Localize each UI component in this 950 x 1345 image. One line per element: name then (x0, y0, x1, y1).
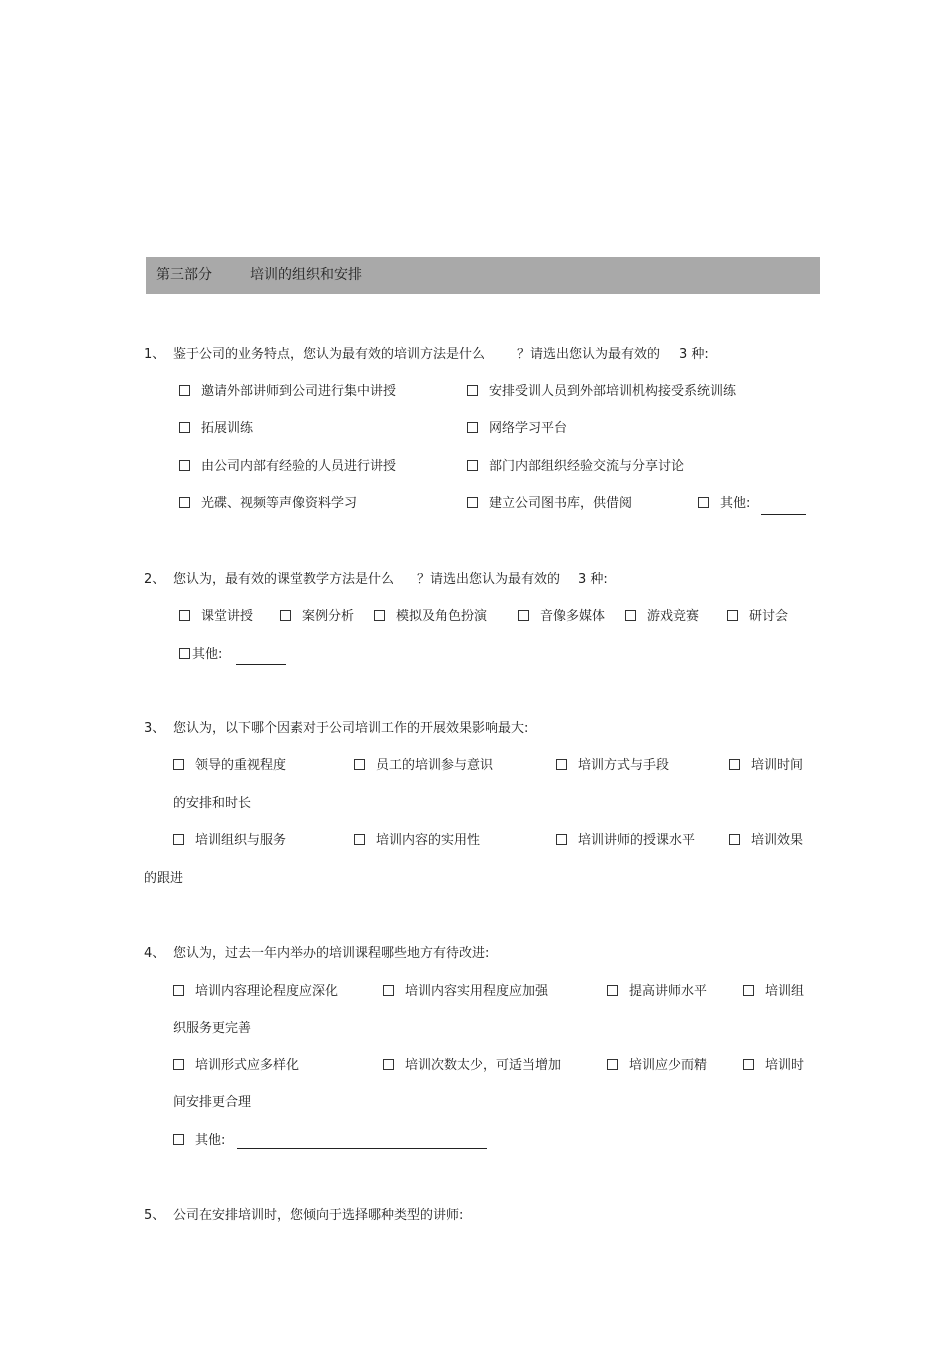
option-label: 培训内容实用程度应加强 (405, 984, 549, 999)
checkbox-icon[interactable] (280, 610, 291, 621)
option-label: 光碟、视频等声像资料学习 (201, 496, 358, 511)
checkbox-icon[interactable] (173, 759, 184, 770)
other-answer-blank[interactable] (236, 664, 286, 665)
question-number: 1、 (144, 347, 166, 362)
checkbox-icon[interactable] (354, 759, 365, 770)
option-label: 游戏竞赛 (647, 609, 700, 624)
option-label: 案例分析 (302, 609, 355, 624)
question-text: 您认为，最有效的课堂教学方法是什么 (173, 572, 395, 587)
option-checkbox[interactable] (173, 984, 338, 1000)
option-checkbox[interactable] (556, 758, 669, 774)
option-checkbox[interactable] (179, 384, 396, 400)
option-checkbox[interactable] (383, 984, 548, 1000)
option-checkbox[interactable] (280, 609, 354, 625)
checkbox-icon[interactable] (556, 834, 567, 845)
option-label: 音像多媒体 (540, 609, 606, 624)
option-label: 培训内容理论程度应深化 (195, 984, 339, 999)
question-text: 公司在安排培训时，您倾向于选择哪种类型的讲师: (173, 1208, 464, 1223)
option-label: 其他: (195, 1133, 226, 1148)
option-checkbox[interactable] (467, 384, 736, 400)
option-label: 培训应少而精 (629, 1058, 708, 1073)
option-checkbox[interactable] (173, 1058, 299, 1074)
option-label: 部门内部组织经验交流与分享讨论 (489, 459, 685, 474)
checkbox-icon[interactable] (518, 610, 529, 621)
option-checkbox[interactable] (467, 421, 567, 437)
option-checkbox[interactable] (518, 609, 605, 625)
option-label: 提高讲师水平 (629, 984, 708, 999)
option-checkbox[interactable] (383, 1058, 561, 1074)
option-checkbox[interactable] (727, 609, 788, 625)
checkbox-icon[interactable] (467, 460, 478, 471)
question-text: 鉴于公司的业务特点，您认为最有效的培训方法是什么 (173, 347, 486, 362)
option-label-continued: 的安排和时长 (173, 796, 252, 811)
checkbox-icon[interactable] (727, 610, 738, 621)
checkbox-icon[interactable] (173, 1134, 184, 1145)
checkbox-icon[interactable] (383, 1059, 394, 1070)
question-text: 您认为，以下哪个因素对于公司培训工作的开展效果影响最大: (173, 721, 529, 736)
checkbox-icon[interactable] (743, 1059, 754, 1070)
option-label: 其他: (720, 496, 751, 511)
option-label: 培训次数太少，可适当增加 (405, 1058, 562, 1073)
question-text: 您认为，过去一年内举办的培训课程哪些地方有待改进: (173, 946, 490, 961)
option-label: 培训讲师的授课水平 (578, 833, 696, 848)
option-label: 领导的重视程度 (195, 758, 287, 773)
option-label: 建立公司图书库，供借阅 (489, 496, 633, 511)
option-label: 培训形式应多样化 (195, 1058, 300, 1073)
option-label: 培训组织与服务 (195, 833, 287, 848)
option-checkbox[interactable] (179, 496, 357, 512)
checkbox-icon[interactable] (467, 422, 478, 433)
checkbox-icon[interactable] (179, 460, 190, 471)
option-label: 网络学习平台 (489, 421, 568, 436)
option-label: 培训时间 (751, 758, 804, 773)
other-answer-blank[interactable] (237, 1148, 487, 1149)
checkbox-icon[interactable] (607, 1059, 618, 1070)
checkbox-icon[interactable] (607, 985, 618, 996)
option-checkbox[interactable] (743, 984, 804, 1000)
option-checkbox[interactable] (625, 609, 699, 625)
option-checkbox[interactable] (607, 1058, 707, 1074)
option-label: 邀请外部讲师到公司进行集中讲授 (201, 384, 397, 399)
checkbox-icon[interactable] (625, 610, 636, 621)
question-number: 3、 (144, 721, 166, 736)
option-checkbox[interactable] (607, 984, 707, 1000)
checkbox-icon[interactable] (173, 985, 184, 996)
checkbox-icon[interactable] (467, 497, 478, 508)
option-checkbox[interactable] (173, 758, 286, 774)
checkbox-icon[interactable] (729, 759, 740, 770)
checkbox-icon[interactable] (179, 610, 190, 621)
option-label: 员工的培训参与意识 (376, 758, 494, 773)
checkbox-icon[interactable] (383, 985, 394, 996)
section-header (146, 257, 820, 294)
checkbox-icon[interactable] (729, 834, 740, 845)
option-checkbox[interactable] (729, 833, 803, 849)
checkbox-icon[interactable] (556, 759, 567, 770)
other-answer-blank[interactable] (761, 514, 806, 515)
checkbox-icon[interactable] (179, 385, 190, 396)
option-label: 安排受训人员到外部培训机构接受系统训练 (489, 384, 737, 399)
option-label: 培训时 (765, 1058, 805, 1073)
option-label-continued: 间安排更合理 (173, 1095, 252, 1110)
question-number: 4、 (144, 946, 166, 961)
option-checkbox[interactable] (467, 496, 632, 512)
option-checkbox[interactable] (173, 833, 286, 849)
option-label: 培训方式与手段 (578, 758, 670, 773)
checkbox-icon[interactable] (173, 834, 184, 845)
question-number: 5、 (144, 1208, 166, 1223)
question-text: 3 种: (679, 347, 709, 362)
option-label: 培训效果 (751, 833, 804, 848)
option-checkbox[interactable] (467, 459, 684, 475)
question-number: 2、 (144, 572, 166, 587)
checkbox-icon[interactable] (179, 422, 190, 433)
option-checkbox-other[interactable] (173, 1133, 225, 1149)
option-label: 培训内容的实用性 (376, 833, 481, 848)
question-text: 3 种: (578, 572, 608, 587)
option-label: 课堂讲授 (201, 609, 254, 624)
option-checkbox-other[interactable] (179, 647, 222, 663)
checkbox-icon[interactable] (179, 497, 190, 508)
checkbox-icon[interactable] (743, 985, 754, 996)
option-checkbox[interactable] (179, 459, 396, 475)
checkbox-icon[interactable] (467, 385, 478, 396)
checkbox-icon[interactable] (354, 834, 365, 845)
option-checkbox[interactable] (374, 609, 487, 625)
option-checkbox[interactable] (179, 609, 253, 625)
checkbox-icon[interactable] (179, 648, 190, 659)
option-label: 其他: (192, 647, 223, 662)
option-label: 培训组 (765, 984, 805, 999)
checkbox-icon[interactable] (698, 497, 709, 508)
option-checkbox[interactable] (556, 833, 695, 849)
option-checkbox[interactable] (354, 758, 493, 774)
option-label: 拓展训练 (201, 421, 254, 436)
checkbox-icon[interactable] (173, 1059, 184, 1070)
checkbox-icon[interactable] (374, 610, 385, 621)
option-checkbox[interactable] (179, 421, 253, 437)
option-checkbox[interactable] (354, 833, 480, 849)
option-checkbox[interactable] (743, 1058, 804, 1074)
option-checkbox-other[interactable] (698, 496, 750, 512)
option-checkbox[interactable] (729, 758, 803, 774)
option-label: 由公司内部有经验的人员进行讲授 (201, 459, 397, 474)
section-title: 培训的组织和安排 (250, 267, 362, 283)
section-number: 第三部分 (156, 267, 212, 283)
option-label-continued: 织服务更完善 (173, 1021, 252, 1036)
option-label: 研讨会 (749, 609, 789, 624)
question-text: ？请选出您认为最有效的 (517, 347, 661, 362)
option-label-continued: 的跟进 (144, 871, 184, 886)
option-label: 模拟及角色扮演 (396, 609, 488, 624)
question-text: ？请选出您认为最有效的 (417, 572, 561, 587)
